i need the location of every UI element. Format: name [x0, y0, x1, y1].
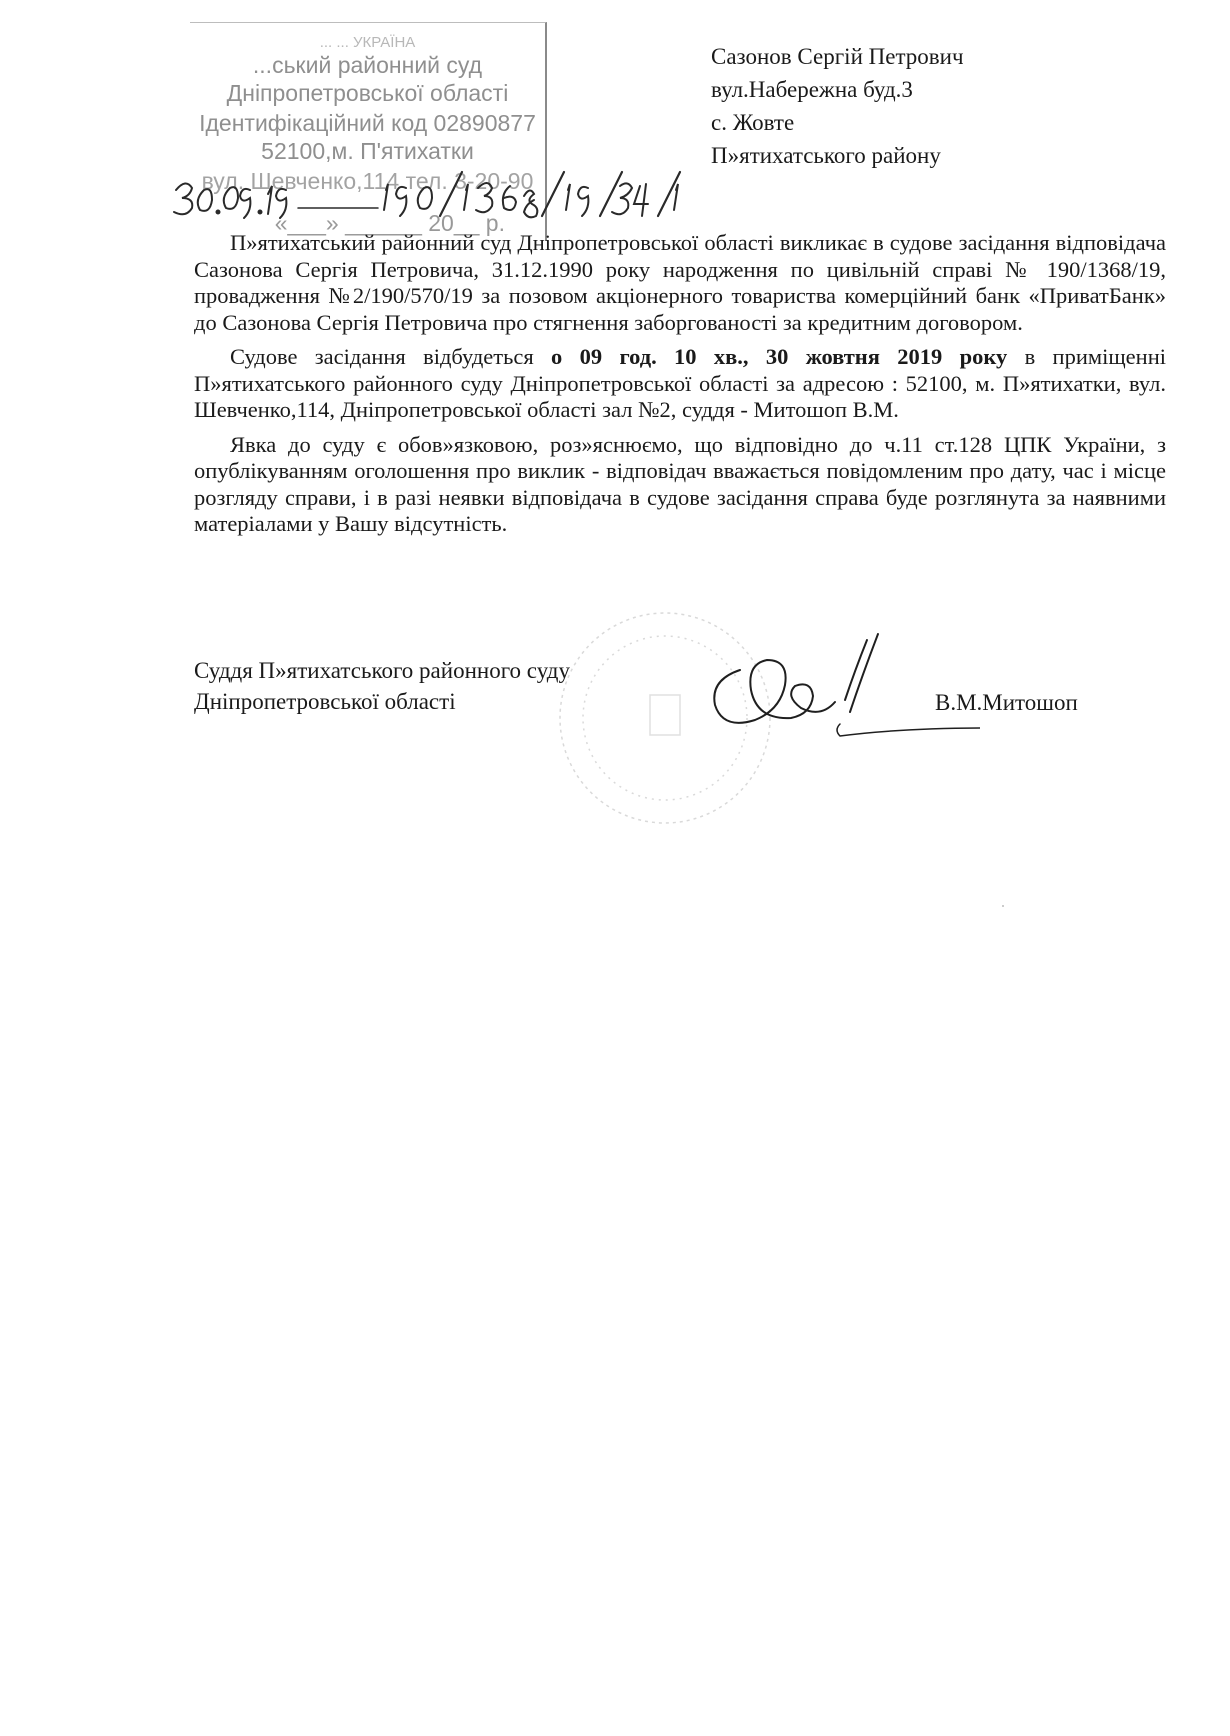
- addressee-street: вул.Набережна буд.3: [711, 77, 913, 102]
- judge-title: [194, 655, 570, 717]
- summons-body: [194, 230, 1166, 546]
- addressee-village: с. Жовте: [711, 110, 795, 135]
- stamp-line: Дніпропетровської області: [226, 80, 509, 106]
- stamp-line: «___» ______ 20__ р.: [274, 210, 505, 236]
- hearing-location: в приміщенні П»ятихатського районного суду Дніпропетровської області за адресою : 52100, м. П»ятихатки, вул. Шевченко,114, Дніпропетровської області зал №2, суддя - Митошоп В.М.: [194, 344, 1167, 422]
- stamp-line: 52100,м. П'ятихатки: [261, 138, 474, 164]
- stamp-line: ... ... УКРАЇНА: [319, 34, 416, 51]
- addressee-block: [711, 40, 1191, 172]
- addressee-name: Сазонов Сергій Петрович: [711, 44, 964, 69]
- stamp-line: ...ський районний суд: [252, 52, 483, 78]
- summons-paragraph-2: [194, 344, 1166, 424]
- handwritten-registration-number: [168, 160, 688, 230]
- hearing-intro: Судове засідання відбудеться: [230, 344, 552, 369]
- judge-name: В.М.Митошоп: [935, 690, 1078, 715]
- summons-paragraph-1: П»ятихатський районний суд Дніпропетровської області викликає в судове засідання відповідача Сазонова Сергія Петровича, 31.12.1990 року народження по цивільній справі № 190/1368/19, провадження №2/190/570/19 за позовом акціонерного товариства комерційний банк «ПриватБанк» до Сазонова Сергія Петровича про стягнення заборгованості за кредитним договором.: [194, 230, 1166, 335]
- hearing-datetime: о 09 год. 10 хв., 30 жовтня 2019 року: [551, 344, 1008, 369]
- judge-title-line2: Дніпропетровської області: [194, 689, 456, 714]
- scan-speck: [1002, 905, 1004, 907]
- addressee-district: П»ятихатського району: [711, 143, 941, 168]
- stamp-line: вул. Шевченко,114 тел. 3-20-90: [201, 168, 534, 194]
- judge-title-line1: Суддя П»ятихатського районного суду: [194, 658, 570, 683]
- summons-paragraph-3: Явка до суду є обов»язковою, роз»яснюємо, що відповідно до ч.11 ст.128 ЦПК України, з опублікуванням оголошення про виклик - відповідач вважається повідомленим про дату, час і місце розгляду справи, і в разі неявки відповідача в судове засідання справа буде розглянута за наявними матеріалами у Вашу відсутність.: [194, 431, 1166, 536]
- stamp-line: Ідентифікаційний код 02890877: [199, 110, 536, 136]
